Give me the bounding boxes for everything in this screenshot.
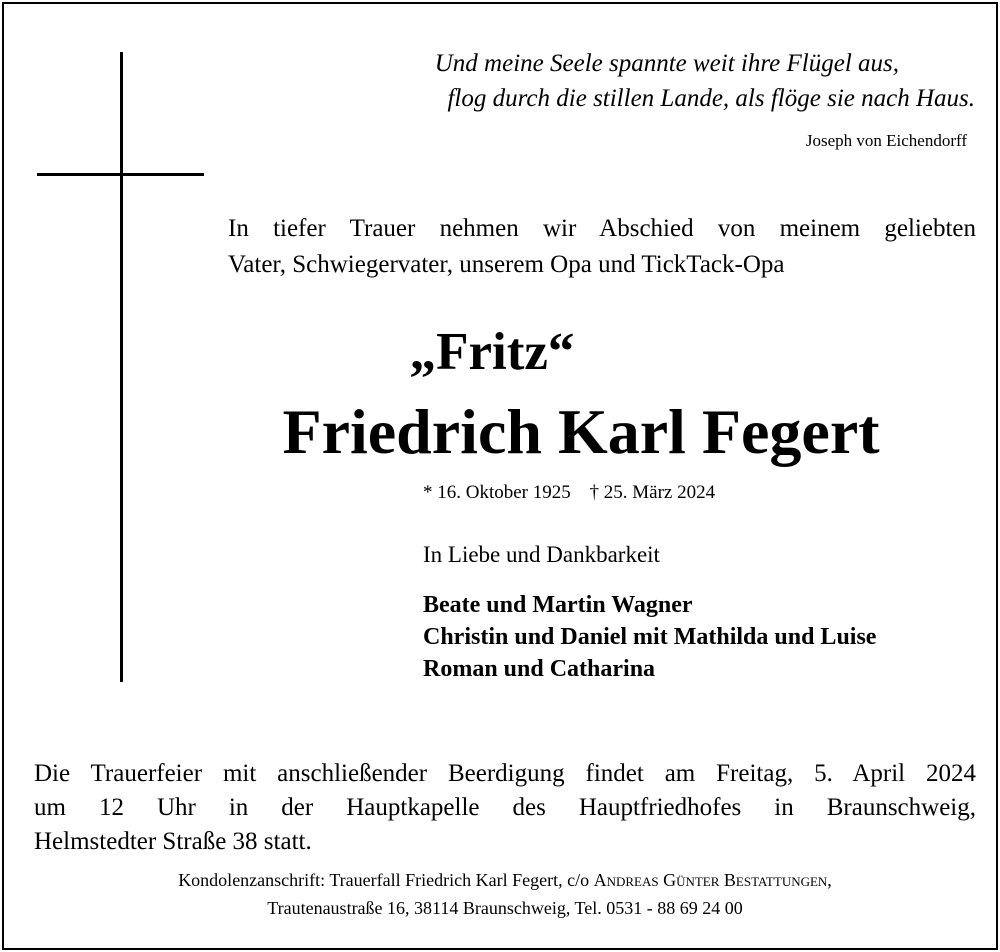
quote-line-1: Und meine Seele spannte weit ihre Flügel aus, bbox=[434, 50, 899, 77]
mourners-intro: In Liebe und Dankbarkeit bbox=[423, 542, 660, 567]
condolence-address bbox=[34, 866, 976, 922]
cross-icon-horizontal-bar bbox=[37, 173, 204, 176]
intro-line-1: In tiefer Trauer nehmen wir Abschied von meinem geliebten bbox=[228, 215, 976, 242]
funeral-details bbox=[34, 757, 976, 859]
mourners-list bbox=[423, 589, 876, 685]
obituary-notice bbox=[2, 2, 998, 950]
deceased-full-name: Friedrich Karl Fegert bbox=[282, 396, 880, 467]
quote-author: Joseph von Eichendorff bbox=[805, 131, 967, 150]
funeral-line-2: um 12 Uhr in der Hauptkapelle des Hauptfriedhofes in Braunschweig, bbox=[34, 794, 976, 821]
condolence-line-2: Trautenaustraße 16, 38114 Braunschweig, Tel. 0531 - 88 69 24 00 bbox=[267, 898, 743, 918]
condolence-line-1 bbox=[34, 866, 976, 894]
condolence-prefix: Kondolenzanschrift: Trauerfall Friedrich Karl Fegert, c/o bbox=[178, 870, 594, 890]
life-dates bbox=[423, 482, 715, 504]
deceased-nickname: „Fritz“ bbox=[409, 323, 575, 381]
intro-line-2: Vater, Schwiegervater, unserem Opa und TickTack-Opa bbox=[228, 251, 785, 278]
birth-date: * 16. Oktober 1925 bbox=[423, 482, 571, 503]
funeral-line-3: Helmstedter Straße 38 statt. bbox=[34, 828, 312, 855]
mourning-intro bbox=[228, 211, 976, 283]
mourner-name: Christin und Daniel mit Mathilda und Luise bbox=[423, 624, 877, 650]
mourner-name: Roman und Catharina bbox=[423, 656, 656, 682]
funeral-home-name: Andreas Günter Bestattungen, bbox=[593, 870, 832, 890]
mourner-name: Beate und Martin Wagner bbox=[423, 592, 693, 618]
quote-line-2: flog durch die stillen Lande, als flöge sie nach Haus. bbox=[447, 85, 975, 112]
death-date: † 25. März 2024 bbox=[589, 482, 716, 503]
funeral-line-1: Die Trauerfeier mit anschließender Beerdigung findet am Freitag, 5. April 2024 bbox=[34, 760, 976, 787]
